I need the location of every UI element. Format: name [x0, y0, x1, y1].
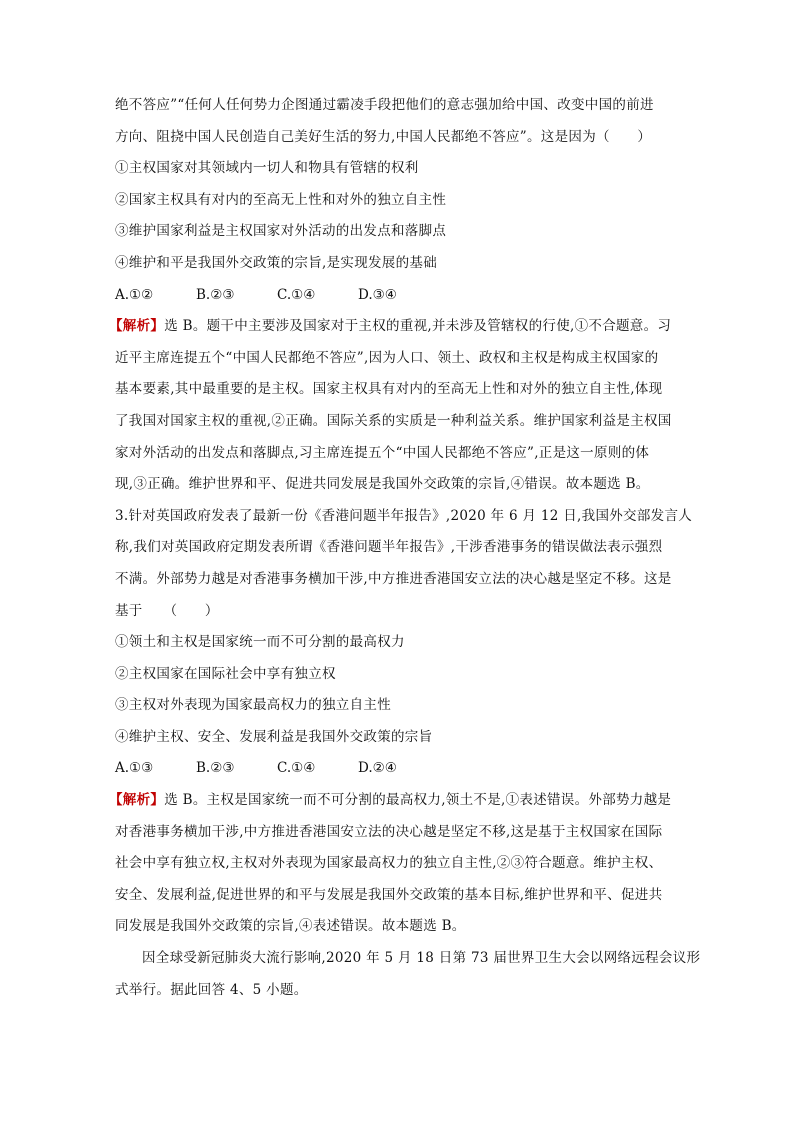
q2-analysis-line-4: 了我国对国家主权的重视,②正确。国际关系的实质是一种利益关系。维护国家利益是主权国 [115, 412, 672, 429]
q3-analysis-line-2: 对香港事务横加干涉,中方推进香港国安立法的决心越是坚定不移,这是基于主权国家在国际 [115, 823, 663, 840]
q2-analysis-line-1 [109, 311, 685, 343]
q3-option-3: ③主权对外表现为国家最高权力的独立自主性 [115, 697, 391, 714]
q2-analysis-first: 选 B。题干中主要涉及国家对于主权的重视,并未涉及管辖权的行使,①不合题意。习 [164, 318, 672, 335]
q3-analysis-line-1 [109, 785, 685, 817]
q3-analysis-line-5: 同发展是我国外交政策的宗旨,④表述错误。故本题选 B。 [115, 918, 466, 935]
q3-option-2: ②主权国家在国际社会中享有独立权 [115, 665, 336, 682]
q2-analysis-line-6: 现,③正确。维护世界和平、促进共同发展是我国外交政策的宗旨,④错误。故本题选 B。 [115, 476, 650, 493]
q3-stem-line-1: 3.针对英国政府发表了最新一份《香港问题半年报告》,2020 年 6 月 12 日,我国外交部发言人 [115, 507, 693, 524]
q3-stem-line-2: 称,我们对英国政府定期发表所谓《香港问题半年报告》,干涉香港事务的错误做法表示强烈 [115, 539, 663, 556]
q2-analysis-line-5: 家对外活动的出发点和落脚点,习主席连提五个“中国人民都绝不答应”,正是这一原则的体 [115, 444, 650, 461]
q2-analysis-tag: 【解析】 [109, 318, 165, 335]
q3-option-1: ①领土和主权是国家统一而不可分割的最高权力 [115, 634, 405, 651]
q2-stem-line-1: 绝不答应”“任何人任何势力企图通过霸凌手段把他们的意志强加给中国、改变中国的前进 [115, 97, 654, 113]
q2-option-2: ②国家主权具有对内的至高无上性和对外的独立自主性 [115, 191, 447, 208]
question-3 [109, 501, 693, 943]
q3-choice-d: D.②④ [358, 760, 397, 777]
q3-analysis-tag: 【解析】 [109, 792, 165, 809]
q2-choice-d: D.③④ [358, 286, 397, 303]
intro-line-1: 因全球受新冠肺炎大流行影响,2020 年 5 月 18 日第 73 届世界卫生大会以网络远程会议形 [142, 950, 701, 967]
document-page [109, 90, 701, 1006]
q2-choice-a: A.①② [115, 286, 154, 303]
q2-analysis-line-3: 基本要素,其中最重要的是主权。国家主权具有对内的至高无上性和对外的独立自主性,体现 [115, 381, 663, 398]
q3-analysis-line-4: 安全、发展利益,促进世界的和平与发展是我国外交政策的基本目标,维护世界和平、促进共 [115, 886, 663, 903]
q3-choices [115, 753, 685, 785]
question-2 [109, 90, 685, 501]
q2-choice-c: C.①④ [277, 286, 316, 303]
q2-option-1: ①主权国家对其领域内一切人和物具有管辖的权利 [115, 160, 419, 177]
q3-option-4: ④维护主权、安全、发展利益是我国外交政策的宗旨 [115, 728, 433, 745]
q3-analysis-line-3: 社会中享有独立权,主权对外表现为国家最高权力的独立自主性,②③符合题意。维护主权、 [115, 855, 663, 872]
q3-analysis-first: 选 B。主权是国家统一而不可分割的最高权力,领土不是,①表述错误。外部势力越是 [164, 792, 672, 809]
q2-option-3: ③维护国家利益是主权国家对外活动的出发点和落脚点 [115, 223, 447, 240]
q2-choice-b: B.②③ [196, 286, 235, 303]
intro-line-2: 式举行。据此回答 4、5 小题。 [115, 981, 308, 998]
q3-choice-b: B.②③ [196, 760, 235, 777]
q3-stem-line-4: 基于 （ ） [115, 602, 219, 619]
q3-choice-a: A.①③ [115, 760, 154, 777]
intro-4-5 [115, 943, 701, 1006]
q3-stem-line-3: 不满。外部势力越是对香港事务横加干涉,中方推进香港国安立法的决心越是坚定不移。这是 [115, 570, 672, 587]
q2-stem-line-2: 方向、阻挠中国人民创造自己美好生活的努力,中国人民都绝不答应”。这是因为（ ） [115, 128, 652, 145]
q2-choices [115, 280, 685, 312]
q3-choice-c: C.①④ [277, 760, 316, 777]
q2-option-4: ④维护和平是我国外交政策的宗旨,是实现发展的基础 [115, 254, 437, 271]
q2-analysis-line-2: 近平主席连提五个“中国人民都绝不答应”,因为人口、领土、政权和主权是构成主权国家的 [115, 349, 659, 366]
